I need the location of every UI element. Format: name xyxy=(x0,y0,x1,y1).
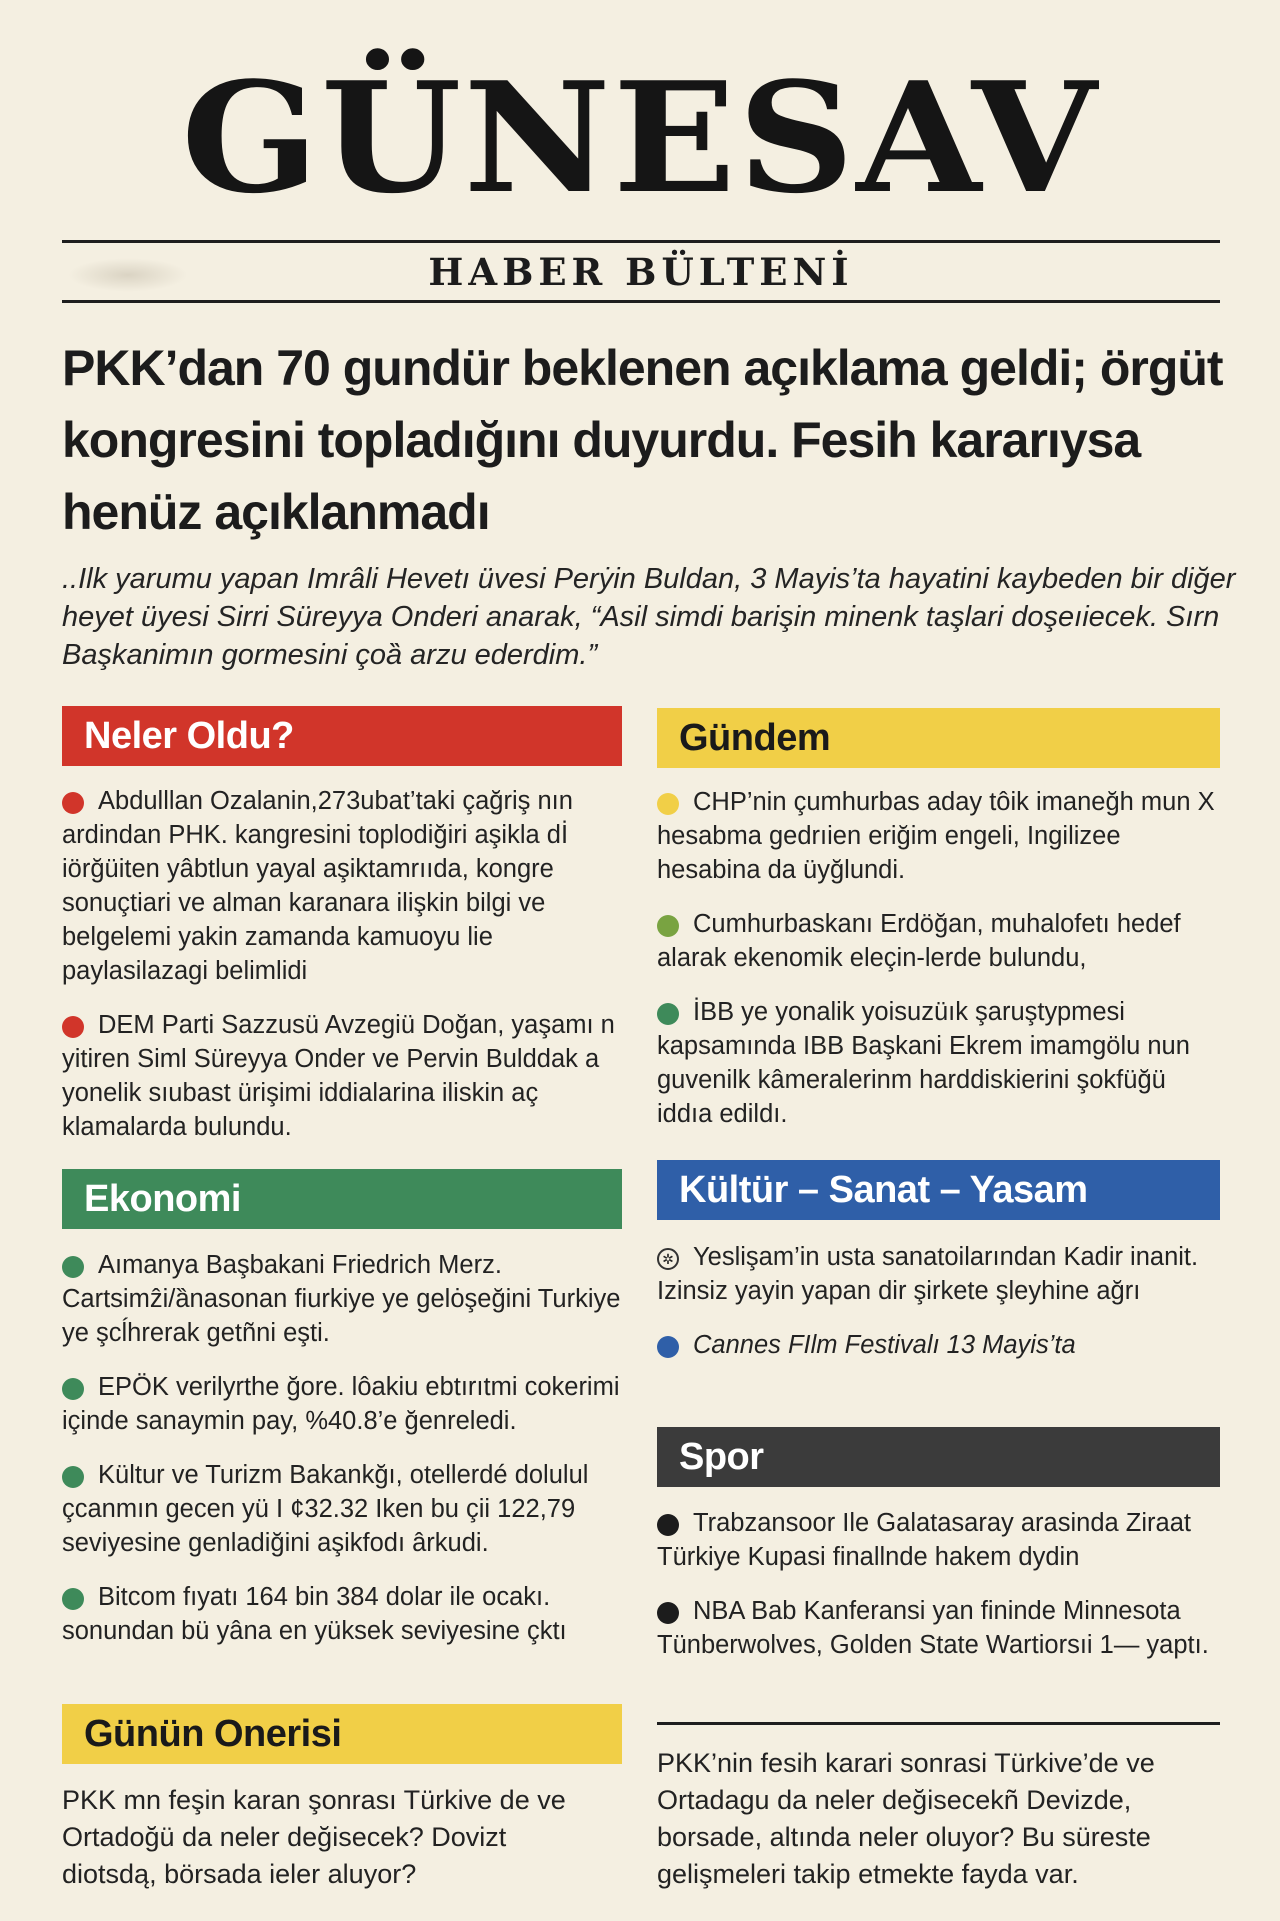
neler-oldu-list xyxy=(62,784,622,1164)
kultur-list xyxy=(657,1240,1220,1382)
list-item-text: Bitcom fıyatı 164 bin 384 dolar ile ocakı. sonundan bü yâna en yüksek seviyesine çktı xyxy=(62,1583,567,1645)
list-item xyxy=(657,1594,1220,1662)
section-header-neler-oldu: Neler Oldu? xyxy=(62,706,622,766)
list-item-text: NBA Bab Kanferansi yan fininde Minnesota Tünberwolves, Golden State Wartiorsıi 1— yaptı. xyxy=(657,1597,1209,1659)
olive-bullet-icon xyxy=(657,915,679,937)
black-bullet-icon xyxy=(657,1602,679,1624)
list-item xyxy=(657,1506,1220,1574)
green-bullet-icon xyxy=(62,1378,84,1400)
list-item xyxy=(657,907,1220,975)
red-bullet-icon xyxy=(62,792,84,814)
yellow-bullet-icon xyxy=(657,793,679,815)
lead-paragraph: ..Ilk yarumu yapan Imrâli Hevetı üvesi Perẏin Buldan, 3 Mayis’ta hayatini kaybeden bir diğer heyet üyesi Sirri Süreyya Onderi anarak, “Asil simdi barişin minenk taşlari doşeıiecek. Sırn Başkanimın gormesini çoȁ arzu ederdim.” xyxy=(62,563,1236,671)
list-item xyxy=(657,1240,1220,1308)
section-header-gundem: Gündem xyxy=(657,708,1220,768)
section-header-gunun-onerisi: Günün Onerisi xyxy=(62,1704,622,1764)
ring-bullet-icon: ✲ xyxy=(657,1248,679,1270)
closing-paragraph: PKK’nin fesih karari sonrasi Türkive’de ve Ortadagu da neler değisecekñ Devizde, borsade, altında neler oluyor? Bu süreste gelişmeleri takip etmekte fayda var. xyxy=(657,1748,1155,1889)
green-bullet-icon xyxy=(62,1588,84,1610)
section-header-ekonomi: Ekonomi xyxy=(62,1169,622,1229)
list-item xyxy=(657,1328,1220,1362)
ekonomi-list xyxy=(62,1248,622,1668)
list-item xyxy=(62,1248,622,1350)
gunun-onerisi-text: PKK mn feşin karan şonrası Türkive de ve Ortadoğü da neler değisecek? Dovizt diotsdą, börsada ieler aluyor? xyxy=(62,1785,566,1889)
section-header-kultur-sanat-yasam: Kültür – Sanat – Yasam xyxy=(657,1160,1220,1220)
spor-list xyxy=(657,1506,1220,1682)
red-bullet-icon xyxy=(62,1016,84,1038)
closing-rule xyxy=(657,1722,1220,1725)
list-item xyxy=(657,785,1220,887)
list-item-text: Trabzansoor Ile Galatasaray arasinda Ziraat Türkiye Kupasi finallnde hakem dydin xyxy=(657,1509,1191,1571)
masthead-bottom-rule xyxy=(62,300,1220,303)
list-item xyxy=(62,1008,622,1144)
section-header-spor: Spor xyxy=(657,1427,1220,1487)
green-bullet-icon xyxy=(657,1003,679,1025)
green-bullet-icon xyxy=(62,1256,84,1278)
list-item-text: Kültur ve Turizm Bakankğı, otellerdé dolulul çcanmın gecen yü I ¢32.32 Iken bu çii 122,79 seviyesine genladiğini aşikfodı ârkudi. xyxy=(62,1461,589,1557)
main-headline: PKK’dan 70 gundür beklenen açıklama geldi; örgüt kongresini topladığını duyurdu. Fesih kararıysa henüz açıklanmadı xyxy=(62,340,1223,540)
list-item-text: EPÖK verilyrthe ğore. lôakiu ebtırıtmi cokerimi içinde sanaymin pay, %40.8’e ğenreledi. xyxy=(62,1373,620,1435)
list-item xyxy=(62,1580,622,1648)
list-item xyxy=(62,784,622,988)
list-item-text: CHP’nin çumhurbas aday tôik imaneğh mun X hesabma gedrıien eriğim engeli, Ingilizee hesabina da üyğlundi. xyxy=(657,788,1215,884)
blue-bullet-icon xyxy=(657,1336,679,1358)
masthead-subtitle: HABER BÜLTENİ xyxy=(428,250,854,294)
list-item-text: Cumhurbaskanı Erdöğan, muhalofetı hedef alarak ekenomik eleçin-lerde bulundu, xyxy=(657,910,1181,972)
list-item-text: DEM Parti Sazzusü Avzegiü Doğan, yaşamı n yitiren Siml Süreyya Onder ve Pervin Bulddak a yonelik sıubast ürişimi iddialarina iliskin aç klamalarda bulundu. xyxy=(62,1011,615,1141)
list-item xyxy=(62,1458,622,1560)
gundem-list xyxy=(657,785,1220,1151)
list-item-text: İBB ye yonalik yoisuzüık şaruştурmesi kapsamında IBB Başkani Ekrem imamgölu nun guvenilk kâmeralerinm harddiskierini şokfüğü iddıa edildı. xyxy=(657,998,1190,1128)
list-item-text: Yeslişam’in usta sanatoilarından Kadir inanit. Izinsiz yayin yapan dir şirkete şleyhine ağrı xyxy=(657,1243,1199,1305)
list-item-text: Cannes FIlm Festivalı 13 Mayis’ta xyxy=(693,1331,1076,1359)
masthead-top-rule xyxy=(62,240,1220,243)
green-bullet-icon xyxy=(62,1466,84,1488)
black-bullet-icon xyxy=(657,1514,679,1536)
masthead-title: GÜNESAV xyxy=(181,48,1099,227)
list-item xyxy=(657,995,1220,1131)
list-item xyxy=(62,1370,622,1438)
list-item-text: Aımanya Başbakani Friedrich Merz. Cartsimẑi/ȁnasonan fiurkiye ye gelȯşeğini Turkiye ye şcĺhrerak getñni eşti. xyxy=(62,1251,621,1347)
list-item-text: Abdulllan Ozalanin,273ubat’taki çağriş nın ardindan PHK. kangresini toplodiğiri aşikla dİ iörğüiten yâbtlun yayal aşiktamrııda, kongre sonuçtiari ve alman karanara ilişkin bilgi ve belgelemi yakin zamanda kamuoyu lie paylasilazagi belimlidi xyxy=(62,787,573,985)
